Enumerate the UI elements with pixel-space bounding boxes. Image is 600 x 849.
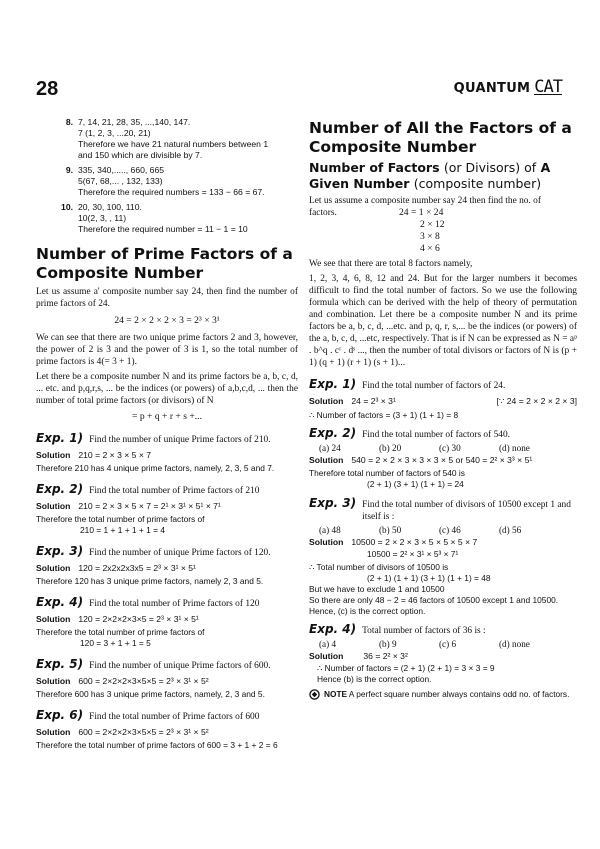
right-column [309, 117, 577, 702]
heading-part: A Given Number [309, 160, 551, 191]
item-line: Therefore we have 21 natural numbers between 1 [78, 139, 269, 149]
item-number: 8. [65, 117, 73, 127]
example-label: Exp. 2) [309, 426, 357, 440]
options [319, 639, 577, 649]
option: (d) none [499, 443, 530, 453]
list-item [36, 117, 298, 161]
solution-label: Solution [309, 651, 344, 661]
paragraph: We can see that there are two unique prime factors 2 and 3, however, the power of 2 is 3 and the power of 3 is 1, so the total number of prime factors is 4(= 3 + 1). [36, 333, 298, 367]
brand-cat: CAT [534, 77, 562, 97]
heading-part: Number of Factors [309, 160, 440, 175]
option: (d) none [499, 639, 530, 649]
solution-line: Therefore the total number of prime factors of [36, 627, 205, 637]
paragraph: factors. [309, 208, 337, 218]
solution-line: Therefore the total number of prime factors of 600 = 3 + 1 + 2 = 6 [36, 740, 278, 750]
solution-text: 540 = 2 × 2 × 3 × 3 × 3 × 5 or 540 = 2² × 3³ × 5¹ [351, 455, 533, 465]
solution-line: Therefore 210 has 4 unique prime factors, namely, 2, 3, 5 and 7. [36, 463, 275, 473]
solution-line: ∴ Number of factors = (3 + 1) (1 + 1) = 8 [309, 410, 459, 420]
paragraph: 1, 2, 3, 4, 6, 8, 12 and 24. But for the larger numbers it becomes difficult to find the total number of factors. So we use the following formula which can be derived with the help of theory of permutation and combination. Let there be a composite number N and its prime factors be a, b, c, d, ...etc. and p, q, r, s,... be the indices (or powers) of the a, b, c, d, ...etc, respectively. That is if N can be expressed as N = aᵖ . b^q . cʳ . dˢ ..., then the number of total divisors or factors of N is (p + 1) (q + 1) (r + 1) (s + 1)... [309, 274, 577, 368]
solution-text: 120 = 2×2×2×3×5 = 2³ × 3¹ × 5¹ [78, 614, 199, 624]
solution [36, 563, 298, 573]
solution-text: 600 = 2×2×2×3×5×5 = 2³ × 3¹ × 5² [78, 676, 209, 686]
section-heading: Number of Prime Factors of a Composite Number [36, 245, 293, 282]
example-question: Total number of factors of 36 is : [362, 626, 486, 636]
paragraph: Let us assume a composite number say 24 then find the no. of [309, 196, 541, 206]
item-number: 10. [61, 202, 73, 212]
example-question: Find the number of unique Prime factors of 600. [89, 661, 271, 671]
option: (b) 50 [379, 525, 402, 535]
example [309, 426, 577, 441]
option: (b) 9 [379, 639, 397, 649]
example-question: Find the number of unique Prime factors of 210. [89, 435, 271, 445]
solution-text: 24 = 2³ × 3¹ [351, 396, 396, 406]
solution [309, 455, 577, 465]
options [319, 525, 577, 535]
note [309, 689, 577, 702]
solution-label: Solution [309, 396, 344, 406]
example-label: Exp. 4) [36, 595, 84, 609]
solution-line: 120 = 3 + 1 + 1 = 5 [80, 638, 151, 648]
solution-text: 210 = 2 × 3 × 5 × 7 = 2¹ × 3¹ × 5¹ × 7¹ [78, 501, 221, 511]
because-note: [∵ 24 = 2 × 2 × 2 × 3] [496, 396, 577, 406]
example [309, 496, 577, 523]
option: (d) 56 [499, 525, 522, 535]
brand-logo [453, 77, 562, 97]
solution-line: So there are only 48 − 2 = 46 factors of 10500 except 1 and 10500. [309, 595, 559, 605]
solution [309, 651, 577, 661]
solution-label: Solution [36, 614, 71, 624]
section-heading: Number of All the Factors of a Composite Number [309, 119, 572, 156]
item-line: 7, 14, 21, 28, 35, ...,140, 147. [78, 117, 191, 127]
example [36, 595, 298, 610]
example-label: Exp. 3) [36, 544, 84, 558]
example [36, 657, 298, 672]
paragraph: We see that there are total 8 factors namely, [309, 259, 473, 269]
solution-label: Solution [36, 727, 71, 737]
item-line: 20, 30, 100, 110. [78, 202, 142, 212]
solution-text: 210 = 2 × 3 × 5 × 7 [78, 450, 152, 460]
example-question: Find the number of unique Prime factors of 120. [89, 548, 271, 558]
example-question: Find the total number of Prime factors of 600 [89, 712, 260, 722]
option: (a) 4 [319, 639, 337, 649]
solution-line: Therefore 600 has 3 unique prime factors, namely, 2, 3 and 5. [36, 689, 265, 699]
example-question: Find the total number of divisors of 10500 except 1 and itself is : [362, 500, 571, 522]
answer-list [36, 117, 298, 235]
heading-part: (composite number) [413, 176, 542, 191]
item-line: 7 (1, 2, 3, ...20, 21) [78, 128, 151, 138]
example [36, 431, 298, 446]
example-label: Exp. 1) [36, 431, 84, 445]
solution-line: Therefore 120 has 3 unique prime factors, namely 2, 3 and 5. [36, 576, 264, 586]
item-number: 9. [65, 165, 73, 175]
left-column [36, 117, 298, 751]
solution-line: ∴ Number of factors = (2 + 1) (2 + 1) = 3 × 3 = 9 [317, 663, 495, 673]
solution-line: 210 = 1 + 1 + 1 + 1 = 4 [80, 525, 165, 535]
paragraph: Let us assume a' composite number say 24, then find the number of prime factors of 24. [36, 287, 298, 309]
brand-word: QUANTUM [453, 81, 531, 96]
solution [309, 396, 577, 407]
example [36, 544, 298, 559]
solution-label: Solution [36, 501, 71, 511]
item-line: Therefore the required number = 11 − 1 = 10 [78, 224, 248, 234]
note-label: NOTE [324, 689, 348, 699]
factor-pair: 2 × 12 [420, 219, 445, 230]
solution-line: Therefore total number of factors of 540 is [309, 468, 465, 478]
equation: 24 = 2 × 2 × 2 × 3 = 2³ × 3¹ [114, 315, 220, 326]
solution-text: 600 = 2×2×2×3×5×5 = 2³ × 3¹ × 5² [78, 727, 209, 737]
solution-text: 36 = 2² × 3² [363, 651, 408, 661]
solution-line: Therefore the total number of prime factors of [36, 514, 205, 524]
item-line: 335, 340,....., 660, 665 [78, 165, 165, 175]
example-label: Exp. 1) [309, 377, 357, 391]
option: (a) 24 [319, 443, 341, 453]
solution-text: 10500 = 2 × 2 × 3 × 5 × 5 × 5 × 7 [351, 537, 478, 547]
equation: = p + q + r + s +... [132, 411, 202, 422]
list-item [36, 202, 298, 235]
solution-line: (2 + 1) (3 + 1) (1 + 1) = 24 [367, 479, 464, 489]
example-label: Exp. 3) [309, 496, 357, 510]
note-icon [309, 689, 320, 702]
option: (c) 30 [439, 443, 461, 453]
solution-line: But we have to exclude 1 and 10500 [309, 584, 445, 594]
item-line: 5(67, 68,... , 132, 133) [78, 176, 163, 186]
example-question: Find the total number of factors of 24. [362, 381, 506, 391]
solution [36, 614, 298, 624]
example [309, 622, 577, 637]
solution-label: Solution [309, 537, 344, 547]
factor-block [309, 207, 577, 255]
factor-pairs [399, 207, 445, 255]
example-label: Exp. 4) [309, 622, 357, 636]
solution [36, 501, 298, 511]
example [36, 708, 298, 723]
item-line: 10(2, 3, , 11) [78, 213, 127, 223]
example [309, 377, 577, 392]
option: (c) 6 [439, 639, 457, 649]
factor-pair: 3 × 8 [420, 231, 440, 242]
paragraph: Let there be a composite number N and its prime factors be a, b, c, d, ... etc. and p,q,r,s, ... be the indices (or powers) of a,b,c,d, ... then the number of total prime factors (or divisors) of N [36, 372, 298, 406]
solution-line: (2 + 1) (1 + 1) (3 + 1) (1 + 1) = 48 [367, 573, 491, 583]
item-line: and 150 which are divisible by 7. [78, 150, 203, 160]
solution [309, 537, 577, 547]
solution-label: Solution [36, 450, 71, 460]
solution-line: Hence (b) is the correct option. [317, 674, 432, 684]
example [36, 482, 298, 497]
note-text: A perfect square number always contains odd no. of factors. [348, 689, 570, 699]
option: (b) 20 [379, 443, 402, 453]
solution [36, 727, 298, 737]
solution-text: 120 = 2x2x2x3x5 = 2³ × 3¹ × 5¹ [78, 563, 196, 573]
option: (a) 48 [319, 525, 341, 535]
solution-label: Solution [309, 455, 344, 465]
example-question: Find the total number of Prime factors of 210 [89, 486, 260, 496]
solution [36, 676, 298, 686]
example-label: Exp. 2) [36, 482, 84, 496]
solution-label: Solution [36, 563, 71, 573]
heading-part: (or Divisors) of [443, 160, 537, 175]
subsection-heading [309, 160, 577, 192]
factor-pair: 24 = 1 × 24 [399, 207, 444, 218]
solution [36, 450, 298, 460]
solution-line: 10500 = 2² × 3¹ × 5³ × 7¹ [367, 549, 459, 559]
item-line: Therefore the required numbers = 133 − 66 = 67. [78, 187, 265, 197]
example-label: Exp. 5) [36, 657, 84, 671]
solution-line: ∴ Total number of divisors of 10500 is [309, 562, 449, 572]
page-number: 28 [36, 78, 59, 100]
example-question: Find the total number of factors of 540. [362, 430, 510, 440]
option: (c) 46 [439, 525, 461, 535]
example-label: Exp. 6) [36, 708, 84, 722]
solution-line: Hence, (c) is the correct option. [309, 606, 426, 616]
options [319, 443, 577, 453]
solution-label: Solution [36, 676, 71, 686]
list-item [36, 165, 298, 198]
example-question: Find the total number of Prime factors of 120 [89, 599, 260, 609]
factor-pair: 4 × 6 [420, 243, 440, 254]
